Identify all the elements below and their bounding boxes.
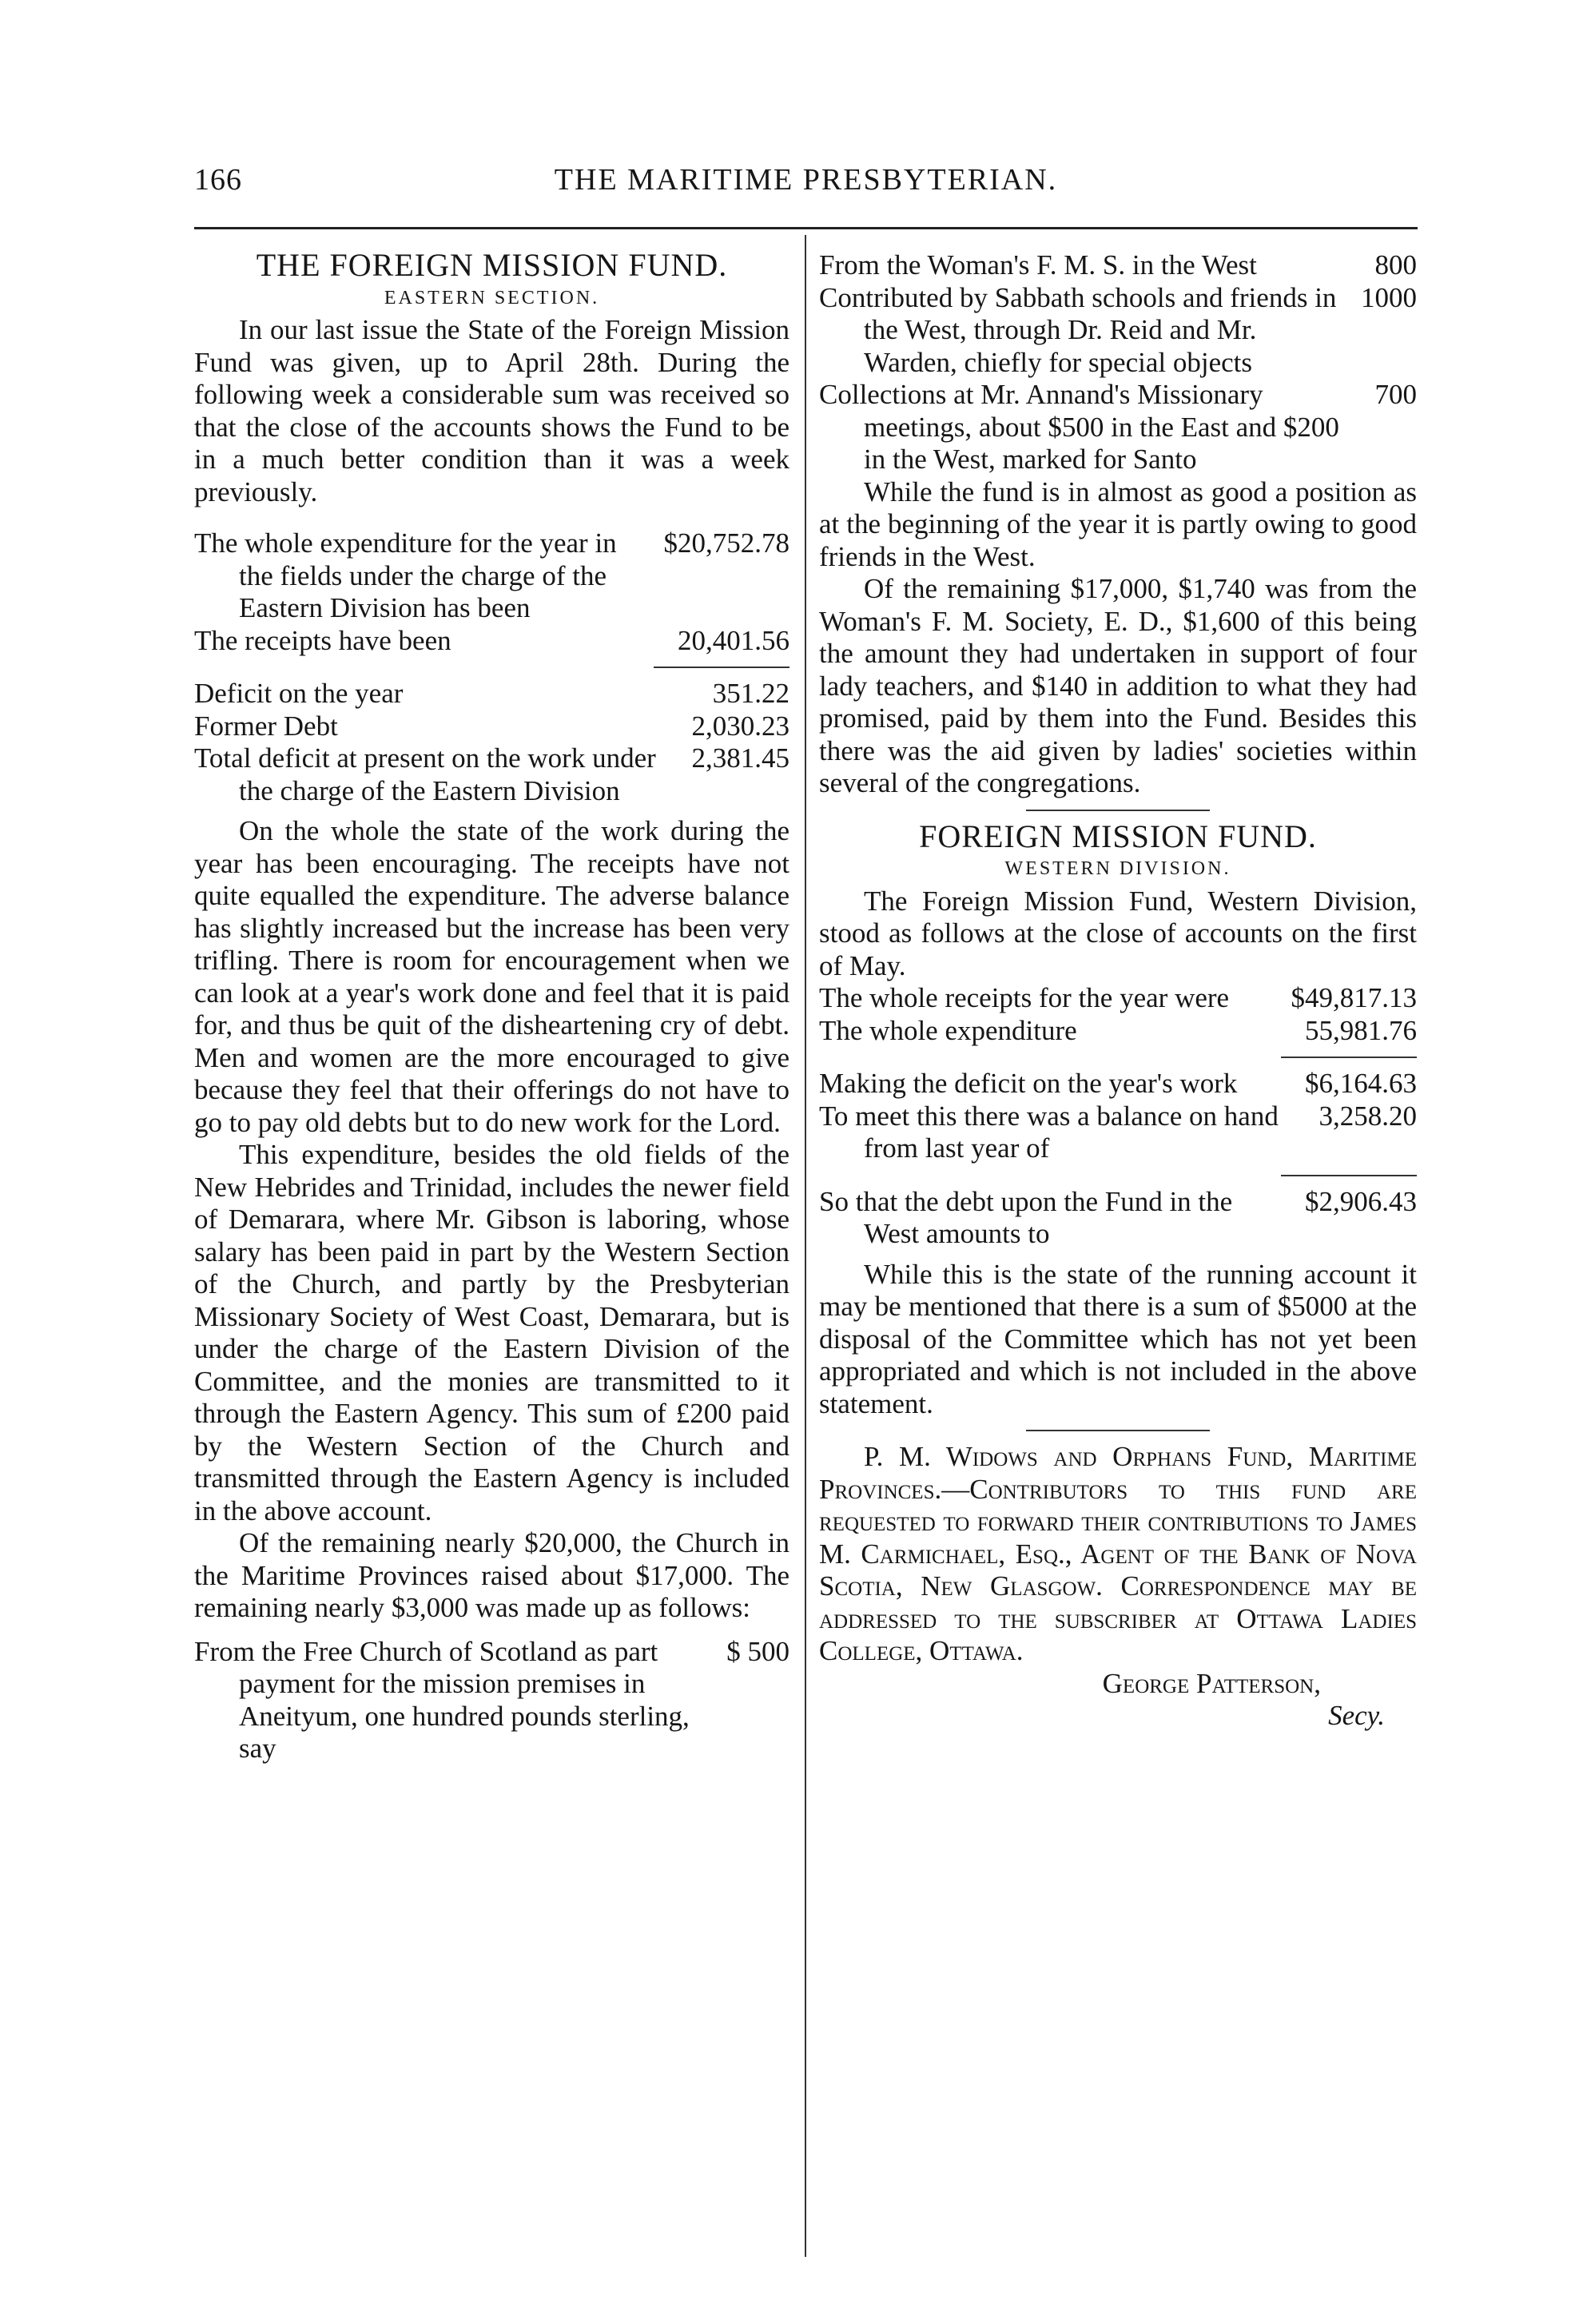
notice-paragraph: P. M. Widows and Orphans Fund, Maritime Provinces.—Contributors to this fund are requested to forward their contributions to James M. Carmichael, Esq., Agent of the Bank of Nova Scotia, New Glasgow. Correspondence may be addressed to the subscriber at Ottawa Ladies College, Ottawa.: [819, 1441, 1417, 1666]
right-column: [819, 249, 1417, 1733]
body-paragraph: This expenditure, besides the old fields of the New Hebrides and Trinidad, includes the newer field of Demarara, where Mr. Gibson is laboring, whose salary has been paid in part by the Western Section of the Church, and partly by the Presbyterian Missionary Society of West Coast, Demarara, but is under the charge of the Eastern Division of the Committee, and the monies are transmitted to it through the Eastern Agency. This sum of £200 paid by the Western Section of the Church and transmitted through the Eastern Agency is included in the above account.: [194, 1139, 790, 1526]
signature: George Patterson,: [1102, 1667, 1321, 1699]
header-rule: [194, 227, 1418, 229]
account-line: Contributed by Sabbath schools and friends in the West, through Dr. Reid and Mr. Warden, chiefly for special objects 1000: [819, 281, 1417, 378]
account-line: To meet this there was a balance on hand from last year of 3,258.20: [819, 1100, 1417, 1164]
body-paragraph: While this is the state of the running account it may be mentioned that there is a sum of $5000 at the disposal of the Committee which has not yet been appropriated and which is not included in the above statement.: [819, 1258, 1417, 1419]
body-paragraph: Of the remaining $17,000, $1,740 was from the Woman's F. M. Society, E. D., $1,600 of this being the amount they had undertaken in support of four lady teachers, and $140 in addition to what they had promised, paid by them into the Fund. Besides this there was the aid given by ladies' societies within several of the congregations.: [819, 573, 1417, 798]
section-rule: [1026, 1430, 1210, 1431]
body-paragraph: While the fund is in almost as good a position as at the beginning of the year it is partly owing to good friends in the West.: [819, 476, 1417, 572]
intro-paragraph: The Foreign Mission Fund, Western Division, stood as follows at the close of accounts on the first of May.: [819, 885, 1417, 981]
article-subheading: EASTERN SECTION.: [384, 287, 600, 308]
column-divider: [805, 235, 806, 2257]
page-number: 166: [194, 163, 242, 197]
signature-title: Secy.: [1328, 1700, 1385, 1731]
sum-rule: [654, 667, 790, 668]
body-paragraph: Of the remaining nearly $20,000, the Church in the Maritime Provinces raised about $17,000. The remaining nearly $3,000 was made up as follows:: [194, 1527, 790, 1623]
account-line: The whole expenditure 55,981.76: [819, 1014, 1417, 1046]
account-line: The receipts have been 20,401.56: [194, 624, 790, 656]
intro-paragraph: In our last issue the State of the Foreign Mission Fund was given, up to April 28th. During the following week a considerable sum was received so that the close of the accounts shows the Fund to be in a much better condition than it was a week previously.: [194, 314, 790, 507]
account-line: From the Free Church of Scotland as part payment for the mission premises in Aneityum, one hundred pounds sterling, say $ 500: [194, 1635, 790, 1764]
section-rule: [1026, 810, 1210, 811]
account-line: Deficit on the year 351.22: [194, 678, 790, 709]
account-line: Making the deficit on the year's work $6,164.63: [819, 1068, 1417, 1099]
account-line: From the Woman's F. M. S. in the West 800: [819, 249, 1417, 281]
left-column: [194, 249, 790, 1765]
article-subheading: WESTERN DIVISION.: [1004, 858, 1231, 879]
account-line: So that the debt upon the Fund in the West amounts to $2,906.43: [819, 1185, 1417, 1249]
account-line: Collections at Mr. Annand's Missionary meetings, about $500 in the East and $200 in the West, marked for Santo 700: [819, 379, 1417, 475]
sum-rule: [1281, 1175, 1417, 1176]
page-header: [194, 164, 1418, 204]
account-line: Total deficit at present on the work under the charge of the Eastern Division 2,381.45: [194, 742, 790, 806]
article-heading: FOREIGN MISSION FUND.: [919, 818, 1317, 854]
body-paragraph: On the whole the state of the work during the year has been encouraging. The receipts have not quite equalled the expenditure. The adverse balance has slightly increased but the increase has been very trifling. There is room for encouragement when we can look at a year's work done and feel that it is paid for, and thus be quit of the disheartening cry of debt. Men and women are the more encouraged to give because they feel that their offerings do not have to go to pay old debts but to do new work for the Lord.: [194, 815, 790, 1138]
account-line: Former Debt 2,030.23: [194, 710, 790, 742]
account-line: The whole receipts for the year were $49,817.13: [819, 982, 1417, 1013]
sum-rule: [1281, 1057, 1417, 1058]
article-heading: THE FOREIGN MISSION FUND.: [256, 247, 728, 283]
account-line: The whole expenditure for the year in the fields under the charge of the Eastern Division has been $20,752.78: [194, 527, 790, 623]
running-title: THE MARITIME PRESBYTERIAN.: [554, 163, 1058, 197]
